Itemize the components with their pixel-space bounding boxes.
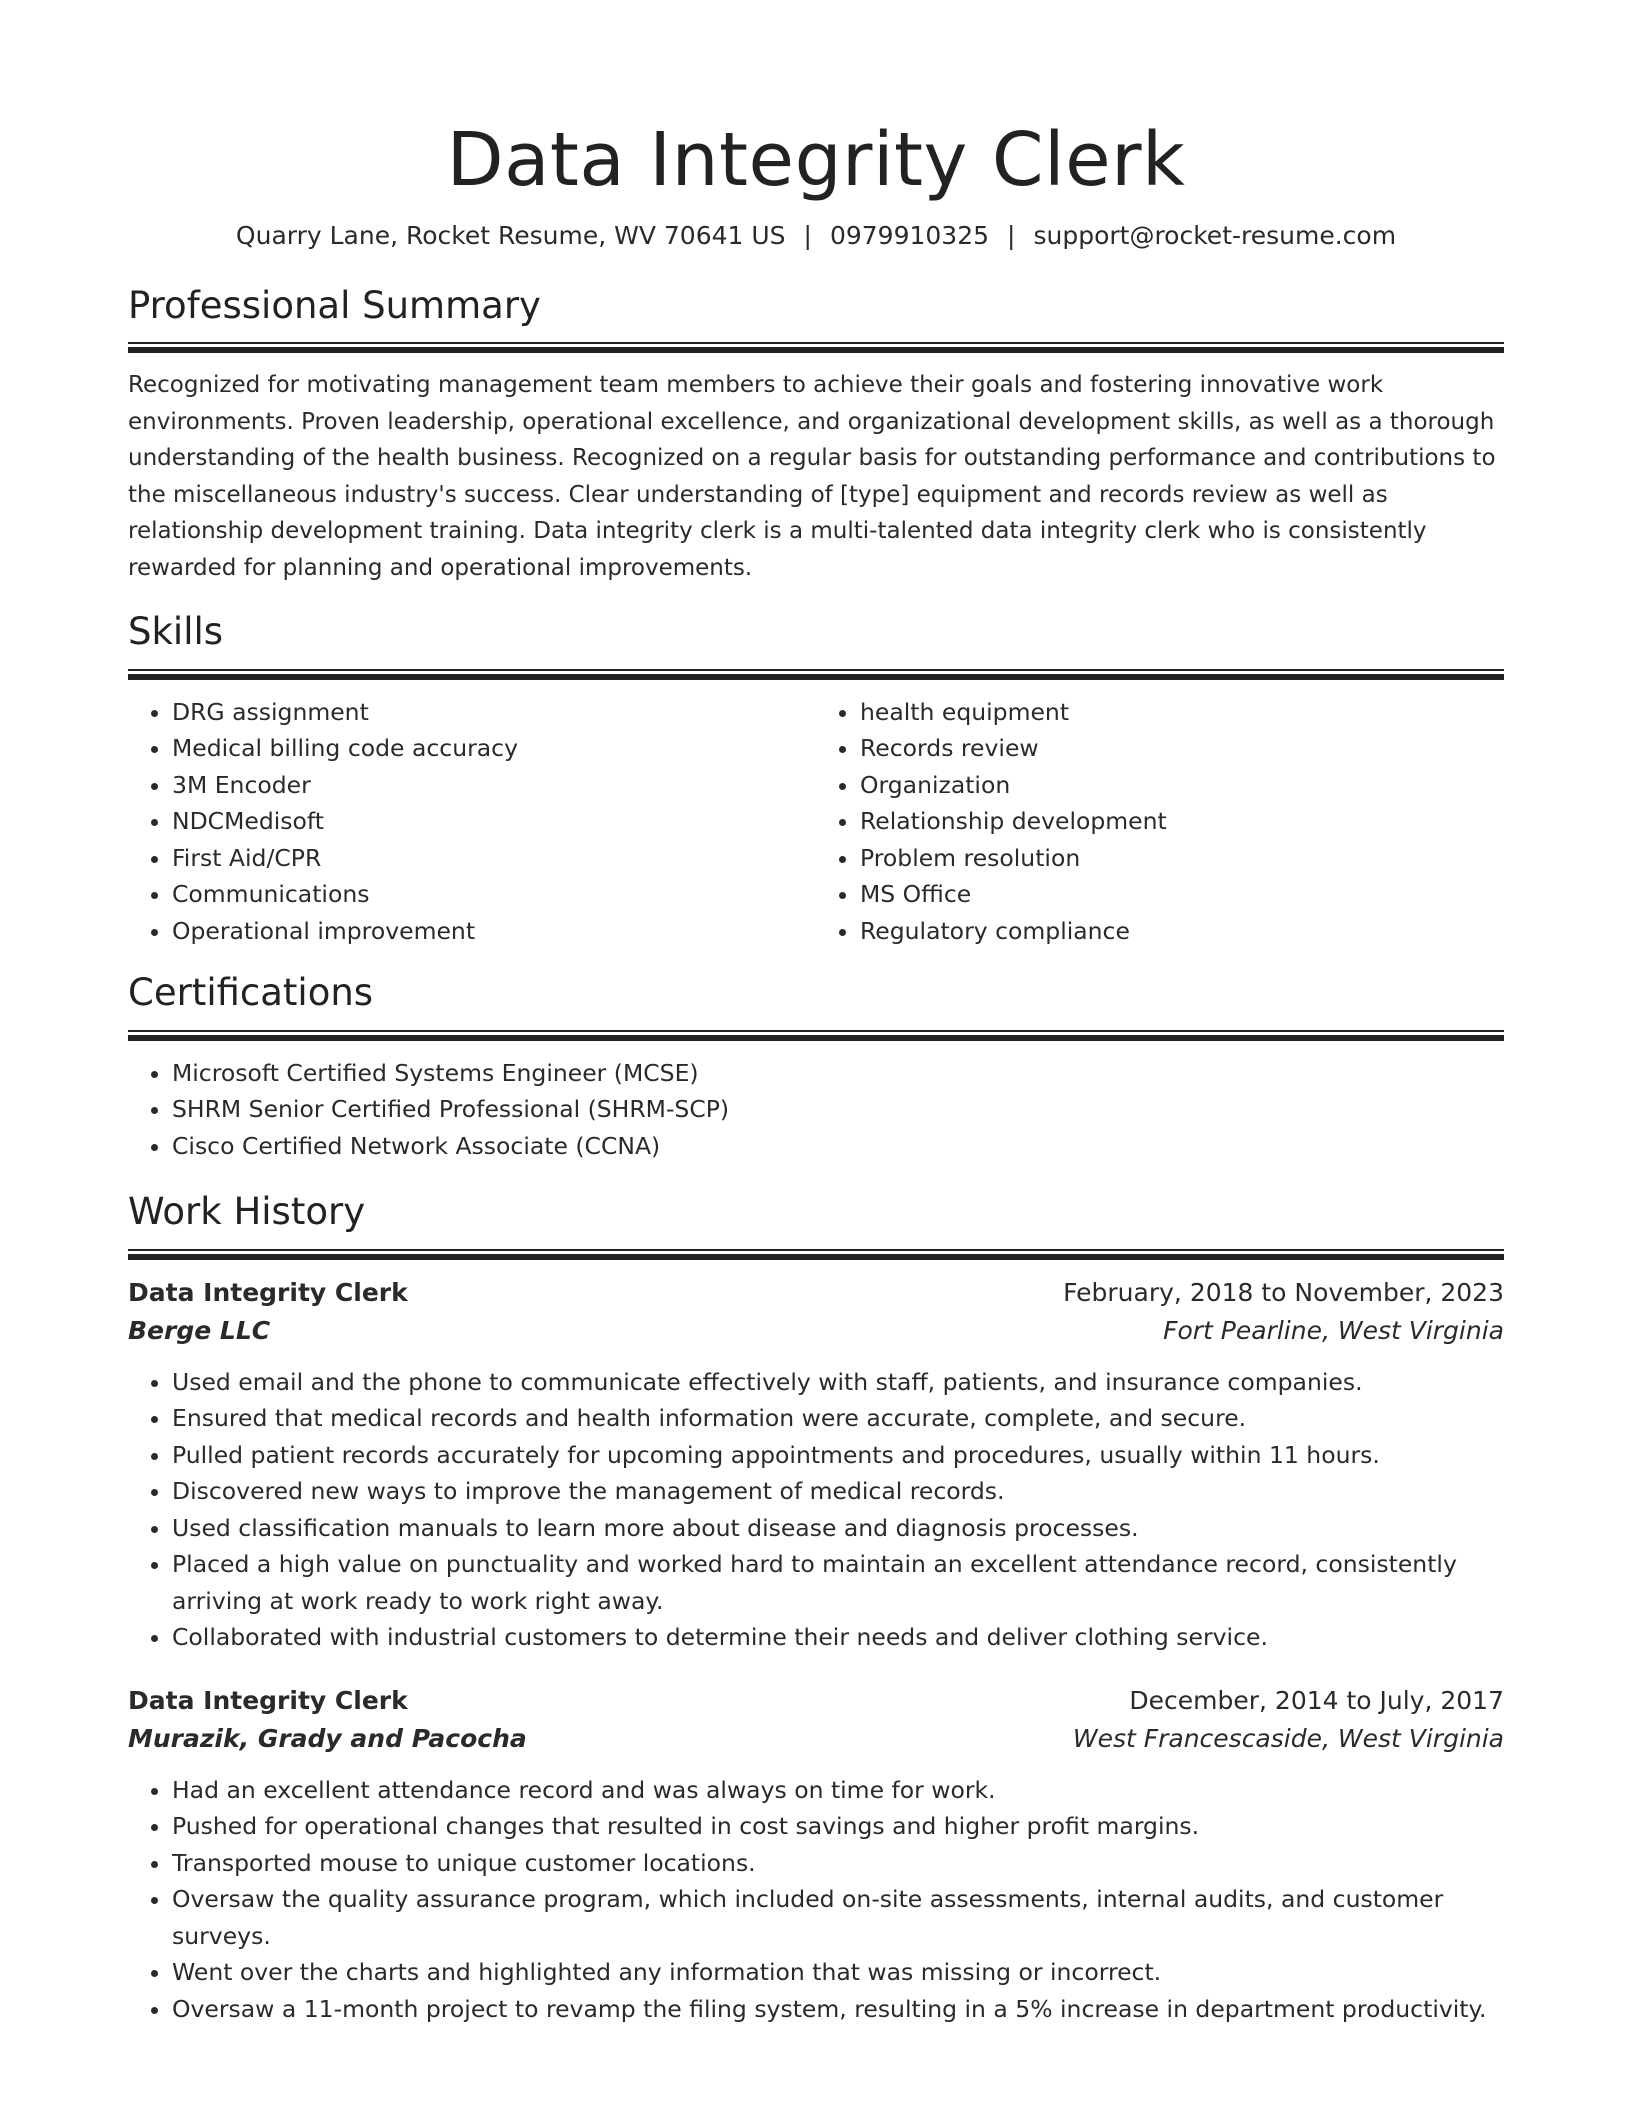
job-bullets [128, 1364, 1504, 1656]
skill-item: • Operational improvement [172, 913, 816, 950]
job-company-row [128, 1720, 1504, 1758]
job-company-row [128, 1312, 1504, 1350]
section-divider [128, 669, 1504, 680]
job-entry [128, 1682, 1504, 2028]
job-bullets [128, 1772, 1504, 2028]
job-company: Murazik, Grady and Pacocha [128, 1723, 527, 1753]
job-bullet: • Transported mouse to unique customer locations. [172, 1845, 1504, 1882]
summary-section [128, 284, 1504, 586]
skill-item: • Medical billing code accuracy [172, 730, 816, 767]
contact-separator: | [1007, 221, 1016, 251]
summary-text: Recognized for motivating management team members to achieve their goals and fostering innovative work environments. Proven leadership, operational excellence, and organizational development skills, as well as a thorough understanding of the health business. Recognized on a regular basis for outstanding performance and contributions to the miscellaneous industry's success. Clear understanding of [type] equipment and records review as well as relationship development training. Data integrity clerk is a multi-talented data integrity clerk who is consistently rewarded for planning and operational improvements. [128, 372, 1496, 581]
job-bullet: • Oversaw the quality assurance program, which included on-site assessments, internal audits, and customer surveys. [172, 1881, 1504, 1954]
certifications-section [128, 971, 1504, 1164]
skill-item: • Organization [860, 767, 1504, 804]
skills-section [128, 610, 1504, 949]
job-dates: February, 2018 to November, 2023 [1063, 1277, 1504, 1307]
job-header-row [128, 1682, 1504, 1720]
skill-item: • Problem resolution [860, 840, 1504, 877]
skill-item: • Regulatory compliance [860, 913, 1504, 950]
skills-columns [128, 694, 1504, 950]
job-bullet: • Used classification manuals to learn more about disease and diagnosis processes. [172, 1510, 1504, 1547]
job-bullet: • Went over the charts and highlighted any information that was missing or incorrect. [172, 1954, 1504, 1991]
job-bullet: • Used email and the phone to communicate effectively with staff, patients, and insurance companies. [172, 1364, 1504, 1401]
skills-list-right [816, 694, 1504, 950]
certification-item: • Cisco Certified Network Associate (CCNA) [172, 1128, 1504, 1165]
section-divider [128, 342, 1504, 353]
job-bullet: • Pulled patient records accurately for upcoming appointments and procedures, usually within 11 hours. [172, 1437, 1504, 1474]
job-bullet: • Placed a high value on punctuality and worked hard to maintain an excellent attendance record, consistently arriving at work ready to work right away. [172, 1546, 1504, 1619]
skill-item: • NDCMedisoft [172, 803, 816, 840]
contact-separator: | [803, 221, 812, 251]
job-bullet: • Collaborated with industrial customers to determine their needs and deliver clothing service. [172, 1619, 1504, 1656]
skill-item: • health equipment [860, 694, 1504, 731]
certification-item: • Microsoft Certified Systems Engineer (MCSE) [172, 1055, 1504, 1092]
skills-heading: Skills [128, 610, 224, 654]
skill-item: • Communications [172, 876, 816, 913]
skill-item: • DRG assignment [172, 694, 816, 731]
contact-address: Quarry Lane, Rocket Resume, WV 70641 US [235, 221, 786, 251]
certifications-heading: Certifications [128, 971, 374, 1015]
skill-item: • Records review [860, 730, 1504, 767]
work-history-heading: Work History [128, 1190, 366, 1234]
job-company: Berge LLC [128, 1315, 271, 1345]
resume-name: Data Integrity Clerk [446, 117, 1186, 203]
job-entry [128, 1274, 1504, 1656]
job-bullet: • Ensured that medical records and health information were accurate, complete, and secure. [172, 1400, 1504, 1437]
job-location: Fort Pearline, West Virginia [1163, 1315, 1504, 1345]
job-location: West Francescaside, West Virginia [1072, 1723, 1504, 1753]
job-bullet: • Pushed for operational changes that resulted in cost savings and higher profit margins. [172, 1808, 1504, 1845]
certifications-list [128, 1055, 1504, 1165]
skill-item: • 3M Encoder [172, 767, 816, 804]
section-divider [128, 1030, 1504, 1041]
section-divider [128, 1249, 1504, 1260]
job-dates: December, 2014 to July, 2017 [1129, 1685, 1504, 1715]
contact-phone: 0979910325 [829, 221, 990, 251]
contact-email: support@rocket-resume.com [1033, 221, 1397, 251]
job-header-row [128, 1274, 1504, 1312]
job-title: Data Integrity Clerk [128, 1685, 408, 1715]
summary-heading: Professional Summary [128, 284, 541, 328]
job-bullet: • Oversaw a 11-month project to revamp the filing system, resulting in a 5% increase in department productivity. [172, 1991, 1504, 2028]
skill-item: • First Aid/CPR [172, 840, 816, 877]
work-history-section [128, 1190, 1504, 2027]
skill-item: • Relationship development [860, 803, 1504, 840]
job-title: Data Integrity Clerk [128, 1277, 408, 1307]
skills-list-left [128, 694, 816, 950]
certification-item: • SHRM Senior Certified Professional (SHRM-SCP) [172, 1091, 1504, 1128]
contact-line [128, 221, 1504, 250]
skill-item: • MS Office [860, 876, 1504, 913]
job-bullet: • Discovered new ways to improve the management of medical records. [172, 1473, 1504, 1510]
job-bullet: • Had an excellent attendance record and was always on time for work. [172, 1772, 1504, 1809]
